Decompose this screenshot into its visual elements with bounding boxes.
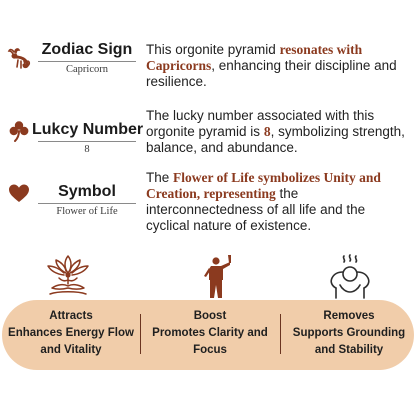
feature-description [146, 108, 412, 156]
feature-title: Symbol [58, 183, 116, 200]
head-relief-icon [326, 252, 374, 300]
benefits-banner [2, 300, 414, 370]
benefit-column [143, 308, 277, 359]
desc-text: , enhancing their discipline and resilience. [146, 58, 397, 89]
desc-highlight: 8 [263, 124, 271, 139]
desc-text: the interconnectedness of all life and the cyclical nature of existence. [146, 186, 366, 233]
benefit-text: Supports Grounding [292, 327, 406, 339]
feature-title-box [32, 120, 142, 156]
lotus-meditation-icon [44, 252, 92, 300]
raised-fist-person-icon [198, 252, 246, 300]
feature-title: Zodiac Sign [41, 41, 133, 58]
feature-description [146, 42, 412, 90]
benefit-text: and Vitality [40, 344, 102, 356]
divider [140, 314, 141, 354]
feature-subtitle: 8 [38, 141, 136, 156]
desc-text: This orgonite pyramid [146, 42, 280, 57]
heart-icon [6, 180, 32, 206]
feature-subtitle: Capricorn [38, 61, 136, 76]
feature-description [146, 170, 412, 234]
feature-subtitle: Flower of Life [38, 203, 136, 218]
benefit-text: Promotes Clarity and [152, 327, 268, 339]
shamrock-icon [6, 118, 32, 144]
desc-text: , symbolizing strength, balance, and abundance. [146, 124, 405, 155]
benefit-heading: Boost [193, 310, 227, 322]
divider [280, 314, 281, 354]
benefit-text: Focus [193, 344, 227, 356]
desc-highlight: Flower of Life symbolizes Unity and Creation, representing [146, 170, 381, 201]
desc-text: The lucky number associated with this orgonite pyramid is [146, 108, 375, 139]
benefit-column [284, 308, 414, 359]
benefit-heading: Removes [323, 310, 375, 322]
feature-title: Lukcy Number [32, 121, 144, 138]
benefit-heading: Attracts [49, 310, 93, 322]
benefit-column [4, 308, 138, 359]
benefit-text: Enhances Energy Flow [8, 327, 134, 339]
feature-title-box [32, 40, 142, 76]
desc-text: The [146, 170, 174, 185]
desc-highlight: resonates with Capricorns [146, 42, 363, 73]
capricorn-goat-icon [6, 46, 32, 72]
feature-title-box [32, 182, 142, 218]
benefit-text: and Stability [314, 344, 384, 356]
